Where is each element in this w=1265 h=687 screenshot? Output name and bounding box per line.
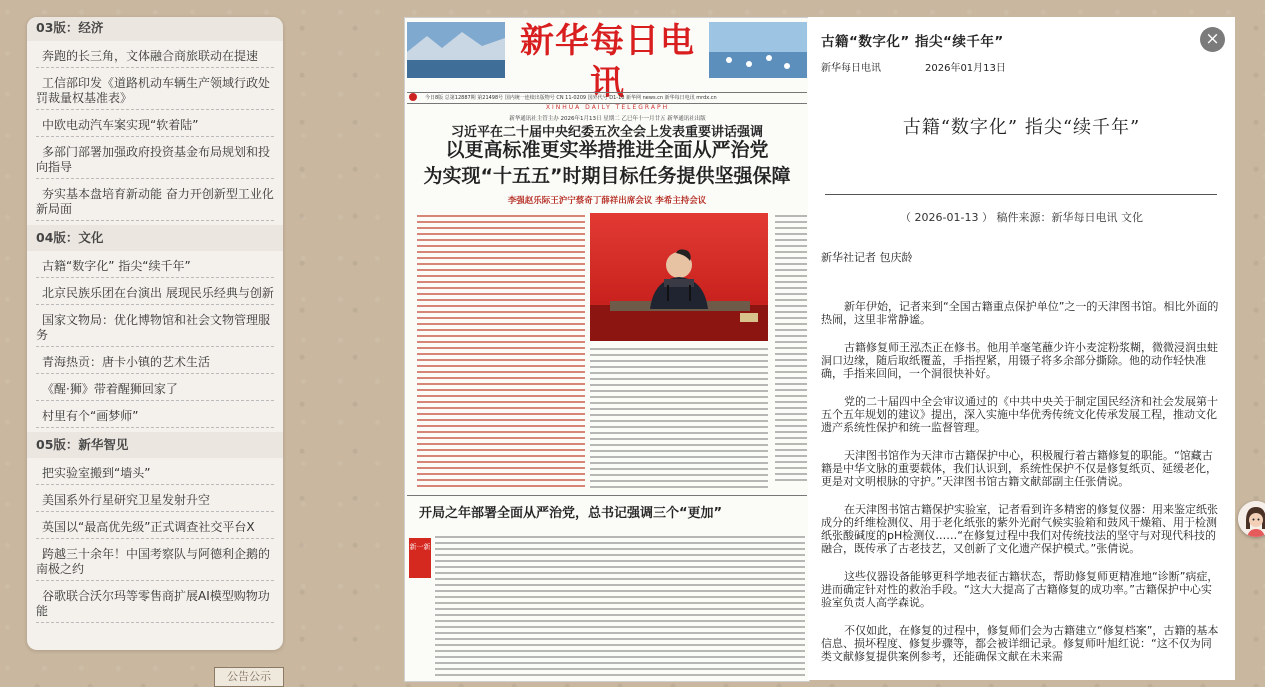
close-icon: × [1205, 29, 1220, 49]
lead-text-column [417, 215, 585, 493]
main-headline [405, 137, 809, 189]
article-link[interactable]: 国家文物局：优化博物馆和社会文物管理服务 [36, 305, 274, 347]
section-heading-04: 04版：文化 [27, 225, 283, 251]
masthead-english: XINHUA DAILY TELEGRAPH [545, 104, 670, 111]
article-link[interactable]: 夯实基本盘培育新动能 奋力开创新型工业化新局面 [36, 179, 274, 221]
article-paragraph: 天津图书馆作为天津市古籍保护中心，积极履行着古籍修复的职能。“馆藏古籍是中华文脉的重要载体，我们认识到，系统性保护不仅是修复纸页、延缓老化，更是对文明根脉的守护。”天津图书馆古籍文献部副主任张倩说。 [821, 449, 1217, 488]
lower-text-columns [435, 536, 805, 679]
article-link[interactable]: 村里有个“画梦师” [36, 401, 274, 428]
sidebar-toc [27, 17, 283, 650]
article-link-active[interactable]: 古籍“数字化” 指尖“续千年” [36, 251, 274, 278]
article-date: 2026年01月13日 [925, 63, 1006, 74]
article-link[interactable]: 青海热贡：唐卡小镇的艺术生活 [36, 347, 274, 374]
masthead-publication-line: 新华通讯社主管主办 2026年1月13日 星期二 乙巳年十一月廿五 新华通讯社出版 [509, 116, 706, 122]
article-list-04 [27, 251, 283, 432]
article-source-line: （ 2026-01-13 ） 稿件来源：新华每日电讯 文化 [900, 211, 1143, 224]
assistant-avatar[interactable] [1238, 501, 1265, 537]
article-paragraph: 在天津图书馆古籍保护实验室，记者看到许多精密的修复仪器：用来鉴定纸张成分的纤维检测仪、用于老化纸张的紫外光耐气候实验箱和鼓风干燥箱、用于检测纸张酸碱度的pH检测仪……“在修复过程中我们对传统技法的坚守与对现代科技的融合，既传承了古老技艺，又创新了文化遗产保护模式。”张倩说。 [821, 503, 1218, 555]
article-link[interactable]: 奔跑的长三角，文体融合商旅联动在提速 [36, 41, 274, 68]
article-link[interactable]: 美国系外行星研究卫星发射升空 [36, 485, 274, 512]
side-tag: 新一新 [409, 538, 431, 578]
masthead-title: 新华每日电讯 [520, 21, 695, 103]
headline-line-2: 为实现“十五五”时期目标任务提供坚强保障 [423, 165, 791, 187]
second-headline: 开局之年部署全面从严治党，总书记强调三个“更加” [419, 506, 723, 521]
section-heading-05: 05版：新华智见 [27, 432, 283, 458]
article-link[interactable]: 中欧电动汽车案实现“软着陆” [36, 110, 274, 137]
article-link[interactable]: 英国以“最高优先级”正式调查社交平台X [36, 512, 274, 539]
newspaper-page[interactable] [404, 17, 810, 682]
notice-button[interactable]: 公告公示 [214, 667, 284, 687]
divider [407, 495, 807, 496]
article-link[interactable]: 《醒·狮》带着醒狮回家了 [36, 374, 274, 401]
article-link[interactable]: 谷歌联合沃尔玛等零售商扩展AI模型购物功能 [36, 581, 274, 623]
article-paragraph: 古籍修复师王泓杰正在修书。他用羊毫笔蘸少许小麦淀粉浆糊，微微浸润虫蛀洞口边缘，随后取纸覆盖，手指捏紧，用镊子将多余部分撕除。他的动作轻快准确，手指来回间，一个洞很快补好。 [821, 341, 1218, 380]
dateline: 今日8版 总第12887期 第21498号 国内统一连续出版物号 CN 11-0209 国外代号 D1-10 新华网 news.cn 新华每日电讯 mrdx.cn [407, 92, 807, 104]
close-button[interactable] [1200, 27, 1225, 52]
article-publication: 新华每日电讯 [821, 63, 881, 74]
article-paragraph: 新年伊始，记者来到“全国古籍重点保护单位”之一的天津图书馆。相比外面的热闹，这里非常静谧。 [821, 300, 1219, 326]
birds-photo [709, 22, 807, 78]
article-link[interactable]: 跨越三十余年！中国考察队与阿德利企鹅的南极之约 [36, 539, 274, 581]
article-list-05 [27, 458, 283, 627]
article-list-03 [27, 41, 283, 225]
article-link[interactable]: 工信部印发《道路机动车辆生产领域行政处罚裁量权基准表》 [36, 68, 274, 110]
article-byline: 新华社记者 包庆龄 [821, 251, 913, 264]
article-meta [821, 59, 1006, 74]
pre-headline: 习近平在二十届中央纪委五次全会上发表重要讲话强调 [450, 125, 763, 140]
article-short-title: 古籍“数字化” 指尖“续千年” [821, 34, 1004, 50]
avatar-icon [1238, 501, 1265, 537]
article-link[interactable]: 把实验室搬到“墙头” [36, 458, 274, 485]
divider [825, 194, 1217, 195]
article-panel [808, 17, 1235, 680]
article-link[interactable]: 多部门部署加强政府投资基金布局规划和投向指导 [36, 137, 274, 179]
body-text-column [590, 348, 768, 492]
article-body [821, 300, 1219, 678]
article-paragraph: 不仅如此，在修复的过程中，修复师们会为古籍建立“修复档案”，古籍的基本信息、损坏程度、修复步骤等，都会被详细记录。修复师叶旭红说：“这不仅为同类文献修复提供案例参考，还能确保文献在未来需 [821, 624, 1219, 663]
article-headline: 古籍“数字化” 指尖“续千年” [902, 117, 1141, 138]
headline-line-1: 以更高标准更实举措推进全面从严治党 [445, 139, 769, 161]
front-page-photo [590, 213, 768, 341]
article-link[interactable]: 北京民族乐团在台演出 展现民乐经典与创新 [36, 278, 274, 305]
article-paragraph: 这些仪器设备能够更科学地表征古籍状态，帮助修复师更精准地“诊断”病症，进而确定针对性的救治手段。“这大大提高了古籍修复的成功率。”古籍保护中心实验室负责人高学森说。 [821, 570, 1219, 609]
article-paragraph: 党的二十届四中全会审议通过的《中共中央关于制定国民经济和社会发展第十五个五年规划的建议》提出，深入实施中华优秀传统文化传承发展工程，推动文化遗产系统性保护和统一监督管理。 [821, 395, 1218, 434]
section-heading-03: 03版：经济 [27, 17, 283, 41]
subheadline: 李强赵乐际王沪宁蔡奇丁薛祥出席会议 李希主持会议 [507, 196, 707, 206]
right-text-column [775, 215, 807, 493]
speaker-photo [590, 213, 768, 341]
landscape-photo [407, 22, 505, 78]
